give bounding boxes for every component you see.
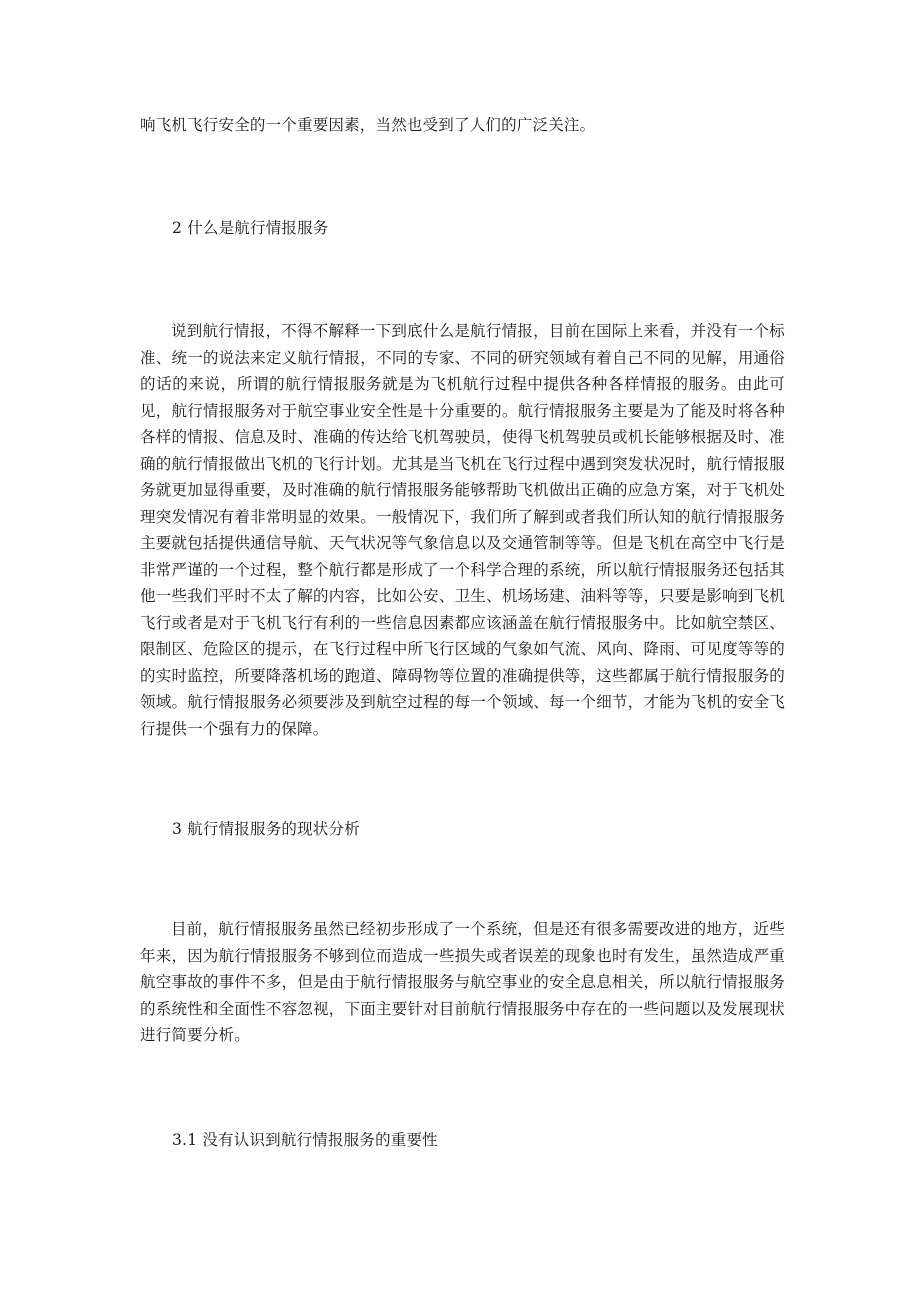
section-2-heading: 2 什么是航行情报服务 [172, 219, 329, 237]
continuation-paragraph: 响飞机飞行安全的一个重要因素，当然也受到了人们的广泛关注。 [140, 116, 596, 134]
section-3-1-heading: 3.1 没有认识到航行情报服务的重要性 [172, 1131, 438, 1149]
section-3-heading: 3 航行情报服务的现状分析 [172, 820, 360, 838]
section-3-paragraph: 目前，航行情报服务虽然已经初步形成了一个系统，但是还有很多需要改进的地方，近些年来，因为航行情报服务不够到位而造成一些损失或者误差的现象也时有发生，虽然造成严重航空事故的事件不多，但是由于航行情报服务与航空事业的安全息息相关，所以航行情报服务的系统性和全面性不容忽视，下面主要针对目前航行情报服务中存在的一些问题以及发展现状进行简要分析。 [140, 920, 785, 1044]
section-2-paragraph: 说到航行情报，不得不解释一下到底什么是航行情报，目前在国际上来看，并没有一个标准、统一的说法来定义航行情报，不同的专家、不同的研究领域有着自己不同的见解，用通俗的话的来说，所谓的航行情报服务就是为飞机航行过程中提供各种各样情报的服务。由此可见，航行情报服务对于航空事业安全性是十分重要的。航行情报服务主要是为了能及时将各种各样的情报、信息及时、准确的传达给飞机驾驶员，使得飞机驾驶员或机长能够根据及时、准确的航行情报做出飞机的飞行计划。尤其是当飞机在飞行过程中遇到突发状况时，航行情报服务就更加显得重要，及时准确的航行情报服务能够帮助飞机做出正确的应急方案，对于飞机处理突发情况有着非常明显的效果。一般情况下，我们所了解到或者我们所认知的航行情报服务主要就包括提供通信导航、天气状况等气象信息以及交通管制等等。但是飞机在高空中飞行是非常严谨的一个过程，整个航行都是形成了一个科学合理的系统，所以航行情报服务还包括其他一些我们平时不太了解的内容，比如公安、卫生、机场场建、油料等等，只要是影响到飞机飞行或者是对于飞机飞行有利的一些信息因素都应该涵盖在航行情报服务中。比如航空禁区、限制区、危险区的提示，在飞行过程中所飞行区域的气象如气流、风向、降雨、可见度等等的的实时监控，所要降落机场的跑道、障碍物等位置的准确提供等，这些都属于航行情报服务的领域。航行情报服务必须要涉及到航空过程的每一个领域、每一个细节，才能为飞机的安全飞行提供一个强有力的保障。 [140, 322, 785, 738]
